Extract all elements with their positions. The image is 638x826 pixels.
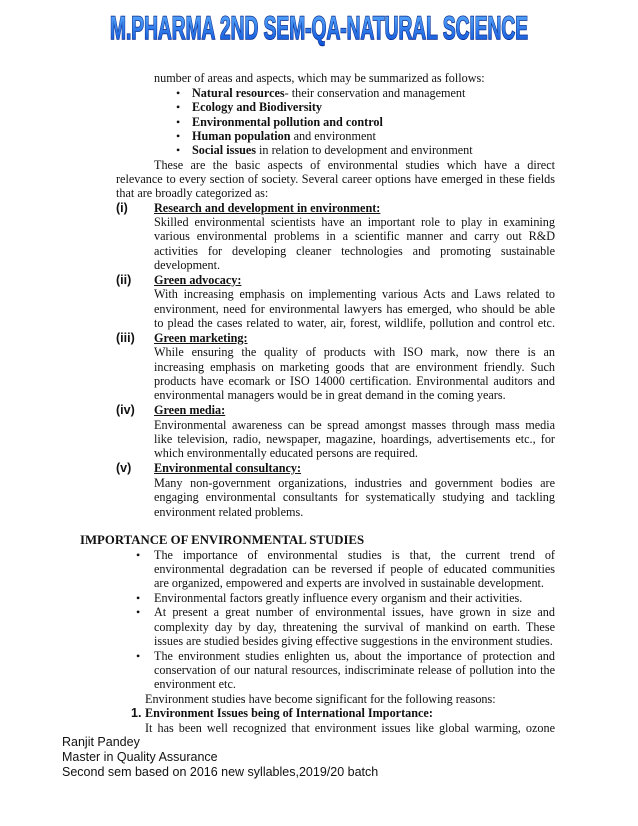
bullet-text: conservation of our natural resources, indiscriminate release of pollution into the [154, 663, 555, 677]
list-item-text: and environment [290, 129, 376, 143]
career-text: environment related problems. [154, 505, 304, 519]
reasons-line: Environment studies have become significant for the following reasons: [145, 692, 496, 706]
bullet-text: At present a great number of environmental issues, have grown in size and [154, 605, 555, 619]
bullet-dot: • [176, 129, 181, 143]
career-number: (i) [116, 201, 128, 215]
career-text: like television, radio, newspaper, magazine, hoardings, advertisements etc., for [154, 432, 555, 446]
career-number: (iv) [116, 403, 135, 417]
reason-title: Environment Issues being of International Importance: [145, 706, 433, 720]
banner-title: M.PHARMA 2ND SEM-QA-NATURAL SCIENCE [110, 10, 528, 46]
footer-program: Master in Quality Assurance [62, 750, 218, 764]
bullet-text: are organized, empowered and experts are involved in sustainable development. [154, 576, 544, 590]
career-number: (v) [116, 461, 132, 475]
career-text: activities for developing cleaner technologies and promoting sustainable [154, 244, 555, 258]
bullet-text: environment etc. [154, 677, 236, 691]
career-title: Research and development in environment: [154, 201, 381, 215]
career-text: While ensuring the quality of products with ISO mark, now there is an [154, 345, 555, 359]
career-title: Environmental consultancy: [154, 461, 302, 475]
section-heading: IMPORTANCE OF ENVIRONMENTAL STUDIES [80, 533, 365, 547]
career-text: development. [154, 258, 220, 272]
list-item-bold: Human population [192, 129, 291, 143]
career-text: increasing emphasis on marketing goods that are environment friendly. Such [154, 360, 555, 374]
list-item-bold: Environmental pollution and control [192, 115, 383, 129]
reason-number: 1. [131, 706, 142, 720]
list-item-bold: Ecology and Biodiversity [192, 100, 323, 114]
bullet-dot: • [136, 548, 141, 562]
intro-line: number of areas and aspects, which may be summarized as follows: [154, 71, 485, 85]
career-text: which environmentally educated persons are required. [154, 446, 418, 460]
banner-art [0, 0, 638, 50]
bullet-text: issues are studied besides giving effective suggestions in the environment studies. [154, 634, 553, 648]
bullet-text: environmental degradation can be reversed if people of educated communities [154, 562, 555, 576]
career-text: environment, need for environmental lawyers has emerged, who should be able [154, 302, 555, 316]
bullet-text: Environmental factors greatly influence every organism and their activities. [154, 591, 523, 605]
bullet-dot: • [176, 100, 181, 114]
career-number: (ii) [116, 273, 132, 287]
career-text: Skilled environmental scientists have an important role to play in examining [154, 215, 555, 229]
list-item-text: in relation to development and environment [256, 143, 473, 157]
career-text: Environmental awareness can be spread amongst masses through mass media [154, 418, 555, 432]
bullet-text: The environment studies enlighten us, about the importance of protection and [154, 649, 555, 663]
list-item-bold: Natural resources [192, 86, 285, 100]
bullet-dot: • [176, 115, 181, 129]
list-item-text: - their conservation and management [284, 86, 466, 100]
bullet-dot: • [176, 143, 181, 157]
bullet-dot: • [136, 605, 141, 619]
career-text: engaging environmental consultants for systematically studying and tackling [154, 490, 555, 504]
career-title: Green marketing: [154, 331, 248, 345]
career-text: various environmental problems in a scientific manner and carry out R&D [154, 229, 555, 243]
career-title: Green media: [154, 403, 226, 417]
career-text: to plead the cases related to water, air, forest, wildlife, pollution and control etc. [154, 316, 555, 330]
bullet-dot: • [176, 86, 181, 100]
paragraph-line: It has been well recognized that environment issues like global warming, ozone [145, 721, 555, 735]
paragraph-line: These are the basic aspects of environmental studies which have a direct [154, 158, 555, 172]
list-item [192, 100, 322, 114]
list-item-bold: Social issues [192, 143, 256, 157]
paragraph-line: relevance to every section of society. Several career options have emerged in these fields [116, 172, 555, 186]
career-text: products have ecomark or ISO 14000 certification. Environmental auditors and [154, 374, 555, 388]
paragraph-line: that are broadly categorized as: [116, 186, 269, 200]
bullet-dot: • [136, 649, 141, 663]
footer-author: Ranjit Pandey [62, 735, 140, 749]
header-banner [0, 0, 638, 50]
career-number: (iii) [116, 331, 135, 345]
career-text: environmental managers would be in great demand in the coming years. [154, 388, 506, 402]
bullet-text: The importance of environmental studies is that, the current trend of [154, 548, 555, 562]
career-text: With increasing emphasis on implementing various Acts and Laws related to [154, 287, 555, 301]
list-item [192, 143, 473, 157]
list-item [192, 86, 465, 100]
bullet-dot: • [136, 591, 141, 605]
bullet-text: complexity day by day, threatening the survival of mankind on earth. These [154, 620, 555, 634]
list-item [192, 115, 383, 129]
career-title: Green advocacy: [154, 273, 242, 287]
footer-batch: Second sem based on 2016 new syllables,2019/20 batch [62, 765, 379, 779]
list-item [192, 129, 376, 143]
career-text: Many non-government organizations, industries and government bodies are [154, 476, 555, 490]
